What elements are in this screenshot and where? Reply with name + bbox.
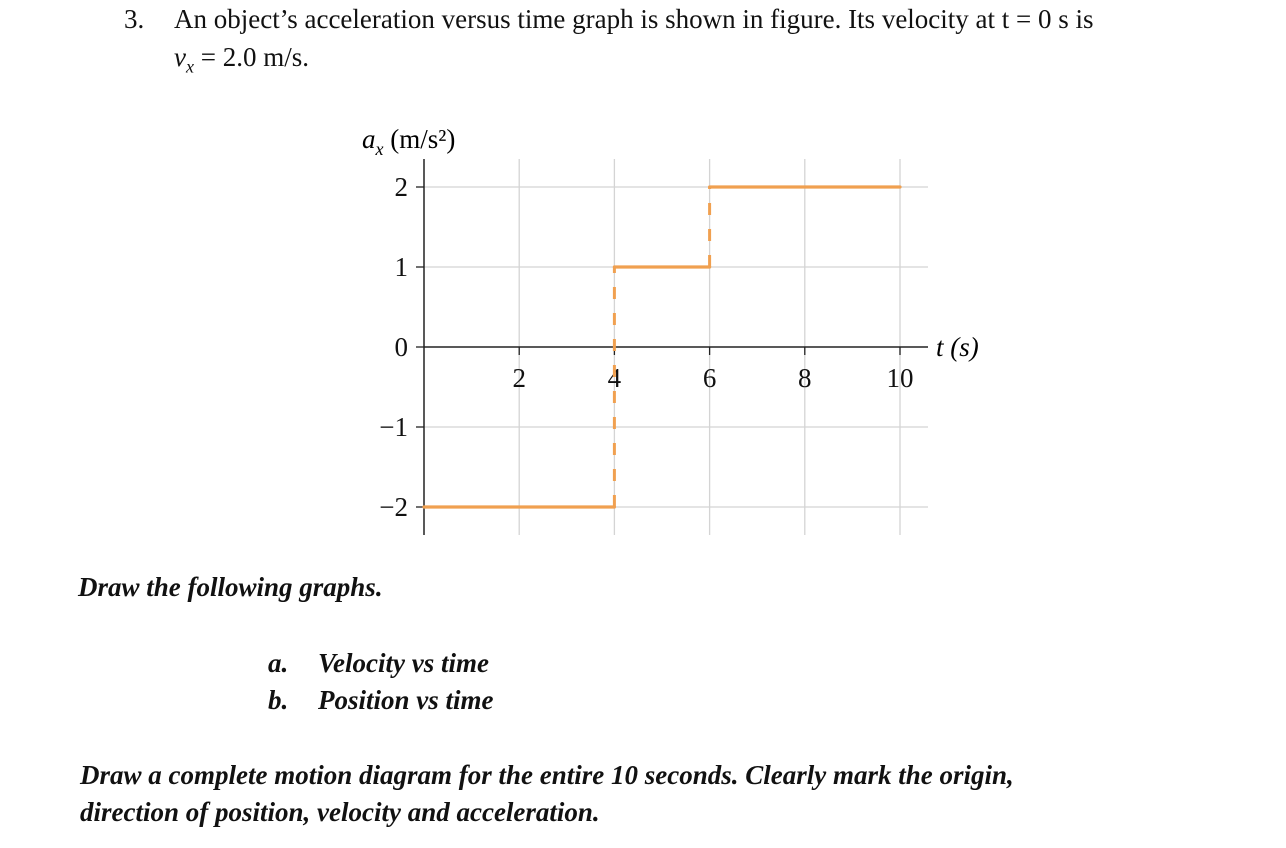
x-tick-label: 10 — [886, 363, 914, 393]
y-axis-label: $a_x$ (m/s²) — [362, 124, 456, 159]
y-tick-label: −2 — [379, 492, 408, 522]
x-axis-label: t (s) — [936, 332, 979, 362]
task-b: b. Position vs time — [268, 685, 494, 715]
draw-graphs-title: Draw the following graphs. — [78, 572, 383, 602]
chart-axes — [424, 159, 928, 535]
y-tick-label: 1 — [394, 252, 408, 282]
question-text-line2 — [174, 42, 309, 77]
x-tick-label: 8 — [798, 363, 812, 393]
instruction-line2: direction of position, velocity and acceleration. — [80, 797, 600, 827]
question-text-line1: An object’s acceleration versus time graph is shown in figure. Its velocity at t = 0 s is — [174, 4, 1094, 34]
task-a: a. Velocity vs time — [268, 648, 489, 678]
x-tick-label: 2 — [512, 363, 526, 393]
x-tick-label: 6 — [702, 363, 717, 393]
y-tick-label: −1 — [379, 412, 408, 442]
y-tick-label: 0 — [394, 332, 408, 362]
velocity-value: = 2.0 m/s. — [193, 42, 309, 72]
x-tick-label: 4 — [607, 363, 622, 393]
velocity-symbol: $v_x$ — [174, 42, 194, 77]
acceleration-time-chart — [340, 110, 1020, 550]
instruction-line1: Draw a complete motion diagram for the entire 10 seconds. Clearly mark the origin, — [80, 760, 1014, 790]
question-number: 3. — [124, 4, 145, 34]
y-tick-label: 2 — [394, 172, 408, 202]
